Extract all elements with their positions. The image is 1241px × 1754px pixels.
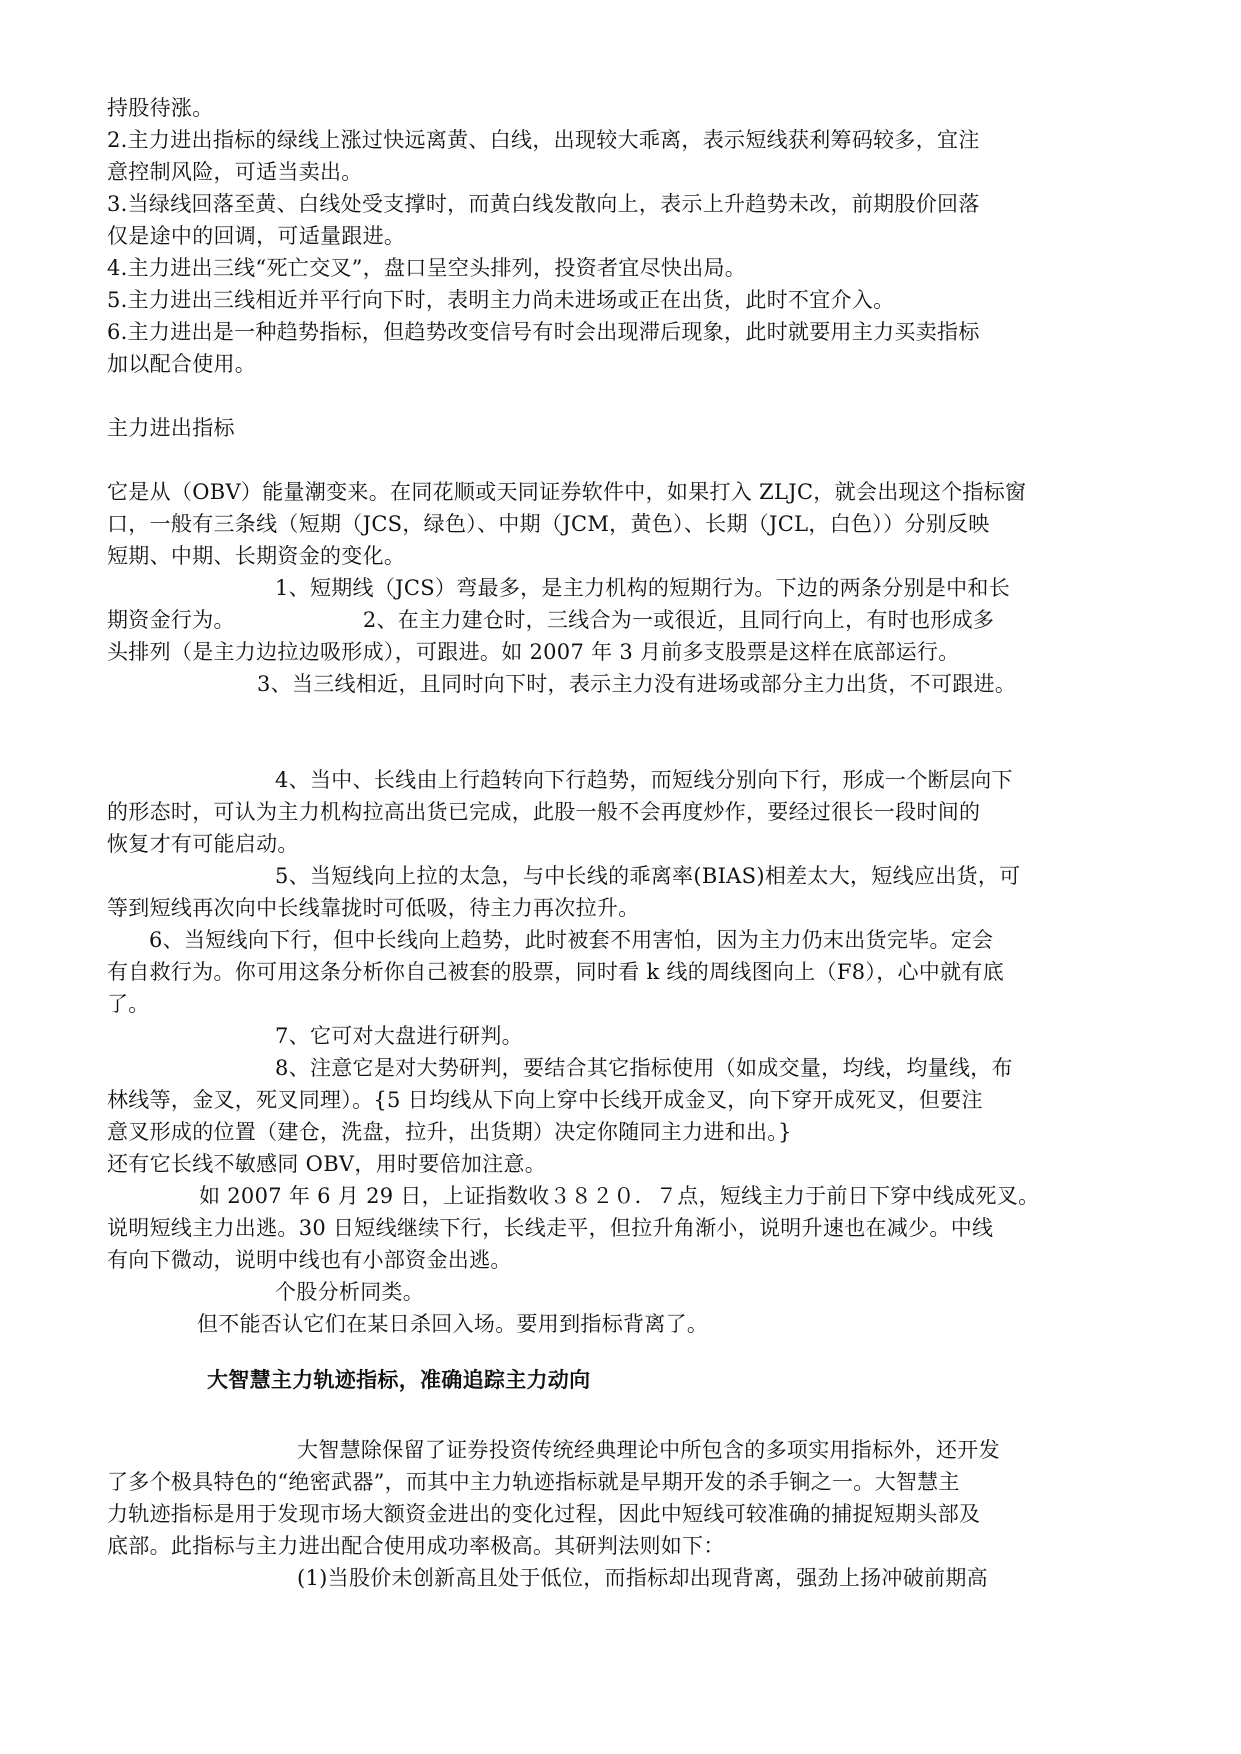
- text-line: 加以配合使用。: [107, 352, 257, 376]
- text-line: 3.当绿线回落至黄、白线处受支撑时，而黄白线发散向上，表示上升趋势未改，前期股价回落: [107, 192, 980, 216]
- text-line: 了。: [107, 992, 150, 1016]
- text-line: 意叉形成的位置（建仓，洗盘，拉升，出货期）决定你随同主力进和出。}: [107, 1120, 792, 1144]
- text-line: 5.主力进出三线相近并平行向下时，表明主力尚未进场或正在出货，此时不宜介入。: [107, 288, 895, 312]
- section-intro: [107, 476, 1137, 572]
- section-dazhihui: [107, 1434, 1137, 1594]
- paragraph-8: [107, 1052, 1137, 1180]
- paragraph-3: 3、当三线相近，且同时向下时，表示主力没有进场或部分主力出货，不可跟进。: [257, 672, 1017, 696]
- document-page: [107, 92, 1137, 1594]
- text-line: 1、短期线（JCS）弯最多，是主力机构的短期行为。下边的两条分别是中和长: [275, 576, 1011, 600]
- text-line: 林线等，金叉，死叉同理）。{5 日均线从下向上穿中长线开成金叉，向下穿开成死叉，但要注: [107, 1088, 983, 1112]
- text-line: 了多个极具特色的“绝密武器”，而其中主力轨迹指标就是早期开发的杀手锏之一。大智慧主: [107, 1470, 960, 1494]
- text-line: 意控制风险，可适当卖出。: [107, 160, 363, 184]
- text-line: 底部。此指标与主力进出配合使用成功率极高。其研判法则如下：: [107, 1534, 725, 1558]
- text-line: 说明短线主力出逃。30 日短线继续下行，长线走平，但拉升角渐小，说明升速也在减少。中线: [107, 1216, 994, 1240]
- text-line: 仅是途中的回调，可适量跟进。: [107, 224, 406, 248]
- text-line: 力轨迹指标是用于发现市场大额资金进出的变化过程，因此中短线可较准确的捕捉短期头部及: [107, 1502, 981, 1526]
- paragraph-11: 但不能否认它们在某日杀回入场。要用到指标背离了。: [197, 1312, 709, 1336]
- section-rules: [107, 92, 1137, 380]
- text-line: 短期、中期、长期资金的变化。: [107, 544, 406, 568]
- paragraph-10: 个股分析同类。: [275, 1280, 425, 1304]
- text-line: 有向下微动，说明中线也有小部资金出逃。: [107, 1248, 512, 1272]
- section-title: 主力进出指标: [107, 416, 235, 440]
- text-line: 它是从（OBV）能量潮变来。在同花顺或天同证券软件中，如果打入 ZLJC，就会出现这个指标窗: [107, 480, 1027, 504]
- text-line: 4.主力进出三线“死亡交叉”，盘口呈空头排列，投资者宜尽快出局。: [107, 256, 747, 280]
- text-line: 大智慧除保留了证券投资传统经典理论中所包含的多项实用指标外，还开发: [297, 1438, 1000, 1462]
- paragraph-4: [107, 764, 1137, 860]
- text-line: 4、当中、长线由上行趋转向下行趋势，而短线分别向下行，形成一个断层向下: [275, 768, 1013, 792]
- text-span: 期资金行为。: [107, 608, 235, 632]
- text-line: 持股待涨。: [107, 96, 214, 120]
- text-line: 2.主力进出指标的绿线上涨过快远离黄、白线，出现较大乖离，表示短线获利筹码较多，宜注: [107, 128, 980, 152]
- text-line: 5、当短线向上拉的太急，与中长线的乖离率(BIAS)相差太大，短线应出货，可: [275, 864, 1021, 888]
- text-line: 6.主力进出是一种趋势指标，但趋势改变信号有时会出现滞后现象，此时就要用主力买卖指标: [107, 320, 980, 344]
- paragraph-5: [107, 860, 1137, 924]
- text-line: 的形态时，可认为主力机构拉高出货已完成，此股一般不会再度炒作，要经过很长一段时间的: [107, 800, 981, 824]
- text-line: 8、注意它是对大势研判，要结合其它指标使用（如成交量，均线，均量线，布: [275, 1056, 1013, 1080]
- text-line: 6、当短线向下行，但中长线向上趋势，此时被套不用害怕，因为主力仍末出货完毕。定会: [149, 928, 994, 952]
- text-span: 2、在主力建仓时，三线合为一或很近，且同行向上，有时也形成多: [362, 608, 995, 632]
- text-line: 有自救行为。你可用这条分析你自己被套的股票，同时看 k 线的周线图向上（F8），心中就有底: [107, 960, 1005, 984]
- text-line: 恢复才有可能启动。: [107, 832, 299, 856]
- paragraph-6: [107, 924, 1137, 1020]
- text-line: [107, 604, 1137, 636]
- text-line: (1)当股价未创新高且处于低位，而指标却出现背离，强劲上扬冲破前期高: [297, 1566, 988, 1590]
- text-line: 等到短线再次向中长线靠拢时可低吸，待主力再次拉升。: [107, 896, 640, 920]
- paragraph-9: [107, 1180, 1137, 1276]
- text-line: 还有它长线不敏感同 OBV，用时要倍加注意。: [107, 1152, 547, 1176]
- text-line: 头排列（是主力边拉边吸形成），可跟进。如 2007 年 3 月前多支股票是这样在底部运行。: [107, 640, 960, 664]
- text-line: 如 2007 年 6 月 29 日，上证指数收３８２０．７点，短线主力于前日下穿中线成死叉。: [199, 1184, 1040, 1208]
- paragraph-1-2: [107, 572, 1137, 668]
- section-heading: 大智慧主力轨迹指标，准确追踪主力动向: [207, 1368, 591, 1392]
- paragraph-7: 7、它可对大盘进行研判。: [275, 1024, 523, 1048]
- text-line: 口，一般有三条线（短期（JCS，绿色）、中期（JCM，黄色）、长期（JCL，白色））分别反映: [107, 512, 990, 536]
